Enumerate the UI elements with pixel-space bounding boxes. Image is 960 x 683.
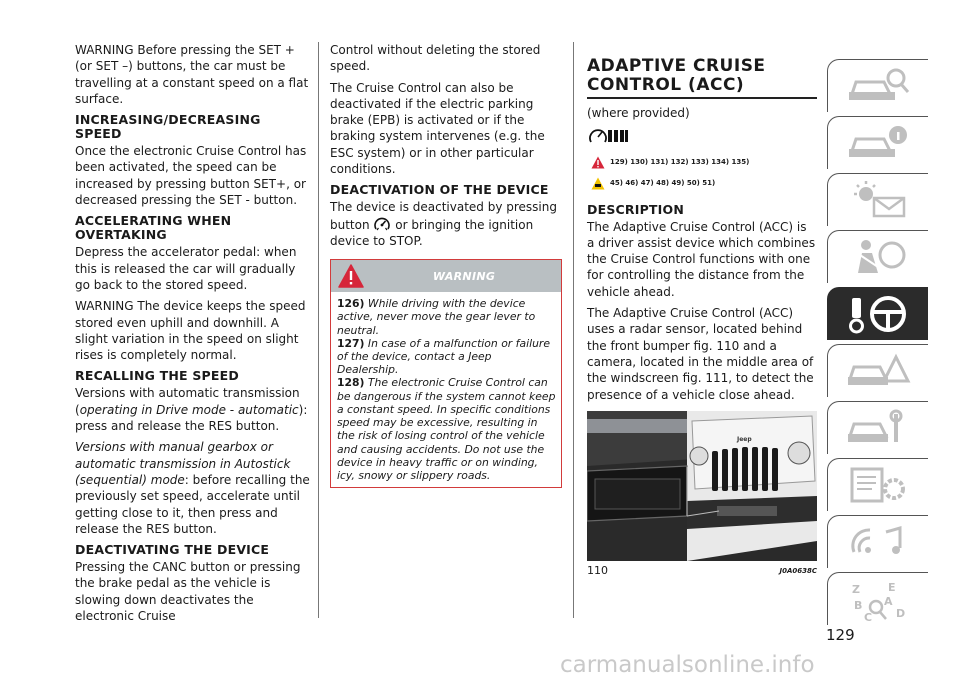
paragraph-continued: Control without deleting the stored speed. xyxy=(330,43,541,74)
heading-accelerating: ACCELERATING WHEN OVERTAKING xyxy=(75,213,232,243)
text-part: The device is deactivated by pressing button xyxy=(330,200,557,232)
paragraph-epb: The Cruise Control can also be deactivated if the electric parking brake (EPB) is activated or if the braking system intervenes (e.g. the ESC system) or in other particular conditions. xyxy=(330,80,545,177)
tab-safety[interactable] xyxy=(827,230,928,283)
index-alphabet-search-icon xyxy=(844,579,914,623)
where-provided: (where provided) xyxy=(587,106,690,120)
svg-text:E: E xyxy=(888,581,896,594)
car-tools-icon xyxy=(844,408,914,448)
key-steering-wheel-icon xyxy=(844,294,914,336)
heading-description: DESCRIPTION xyxy=(587,201,684,217)
caution-triangle-icon xyxy=(591,177,605,190)
column-3 xyxy=(587,42,817,579)
paragraph-description-1: The Adaptive Cruise Control (ACC) is a driver assist device which combines the Cruise Control functions with one for controlling the distance from the vehicle ahead. xyxy=(587,219,816,299)
jeep-front-bumper-image xyxy=(587,411,817,561)
adaptive-cruise-control-icon xyxy=(589,126,629,146)
tab-servicing-and-care[interactable] xyxy=(827,401,928,454)
warning-reference-numbers: 129) 130) 131) 132) 133) 134) 135) xyxy=(610,158,750,167)
column-1 xyxy=(75,42,311,629)
page-number: 129 xyxy=(826,626,855,644)
warning-item-text: The electronic Cruise Control can be dangerous if the system cannot keep a constant speed. In specific conditions speed may be excessive, resulting in the risk of losing control of the vehicle and causing accidents. Do not use the device in heavy traffic or on winding, icy, snowy or slippery roads. xyxy=(337,376,556,482)
warning-box xyxy=(330,259,562,488)
watermark: carmanualsonline.info xyxy=(560,652,815,678)
caution-reference-numbers: 45) 46) 47) 48) 49) 50) 51) xyxy=(610,179,716,188)
chapter-sidebar xyxy=(827,59,928,629)
warning-item-text: In case of a malfunction or failure of the device, contact a Jeep Dealership. xyxy=(337,336,551,377)
service-gear-icon xyxy=(844,465,914,505)
figure-110-photo xyxy=(587,411,817,561)
multimedia-icon xyxy=(844,522,914,562)
caution-references xyxy=(591,175,817,193)
heading-deactivating: DEACTIVATING THE DEVICE xyxy=(75,542,270,558)
figure-number: 110 xyxy=(587,563,608,577)
grille-brand: Jeep xyxy=(737,435,752,443)
tab-technical-data[interactable] xyxy=(827,458,928,511)
column-divider xyxy=(573,42,574,618)
heading-increasing-decreasing: INCREASING/DECREASING SPEED xyxy=(75,112,261,142)
warning-item-number: 128) xyxy=(337,376,365,390)
text-part: ): press and release the RES button. xyxy=(75,402,308,434)
warning-body xyxy=(331,292,561,487)
text-part: Versions with automatic transmission ( xyxy=(75,386,300,417)
column-divider xyxy=(318,42,319,618)
tab-index[interactable] xyxy=(827,572,928,625)
heading-deactivation: DEACTIVATION OF THE DEVICE xyxy=(330,182,549,198)
warning-item xyxy=(337,376,556,482)
paragraph-accelerate: Depress the accelerator pedal: when this is released the car will gradually go back to the stored speed. xyxy=(75,245,297,292)
paragraph-recall-auto xyxy=(75,385,311,434)
warning-item xyxy=(337,297,556,337)
text-part: or bringing the ignition device to STOP. xyxy=(330,217,534,248)
warning-title: WARNING xyxy=(432,270,496,284)
paragraph-recall-manual xyxy=(75,439,311,537)
figure-caption xyxy=(587,563,817,579)
section-title: ADAPTIVE CRUISE CONTROL (ACC) xyxy=(587,57,817,99)
paragraph-deactivate: Pressing the CANC button or pressing the brake pedal as the vehicle is slowing down deactivates the electronic Cruise xyxy=(75,560,301,624)
column-2 xyxy=(330,42,562,488)
warning-item-number: 126) xyxy=(337,297,365,311)
svg-text:C: C xyxy=(864,611,873,623)
car-info-search-icon xyxy=(844,66,914,106)
tab-multimedia[interactable] xyxy=(827,515,928,568)
car-crash-warning-icon xyxy=(844,351,914,391)
warning-item xyxy=(337,337,556,377)
heading-recalling: RECALLING THE SPEED xyxy=(75,368,239,384)
warning-triangle-icon xyxy=(591,156,605,169)
svg-text:B: B xyxy=(854,599,863,612)
warning-paragraph: WARNING Before pressing the SET + (or SET –) buttons, the car must be travelling at a constant speed on a flat surface. xyxy=(75,43,309,106)
warning-item-number: 127) xyxy=(337,336,365,350)
warning-header xyxy=(331,260,561,292)
tab-instrument-panel[interactable] xyxy=(827,116,928,169)
text-part: : before recalling the previously set speed, accelerate until getting close to it, then press and release the RES button. xyxy=(75,472,310,536)
svg-text:D: D xyxy=(896,607,906,620)
text-italic: operating in Drive mode - automatic xyxy=(79,402,299,417)
figure-code: J0A0638C xyxy=(779,566,817,575)
tab-getting-to-know-car[interactable] xyxy=(827,59,928,112)
tab-in-an-emergency[interactable] xyxy=(827,344,928,397)
svg-text:Z: Z xyxy=(852,583,860,596)
text-italic: Versions with manual gearbox or automatic transmission in Autostick (sequential) mode xyxy=(75,440,291,487)
svg-text:A: A xyxy=(884,595,893,608)
car-info-icon xyxy=(844,123,914,163)
airbag-seatbelt-icon xyxy=(844,237,914,277)
cruise-control-icon xyxy=(373,216,391,232)
tab-starting-and-driving[interactable] xyxy=(827,287,928,340)
paragraph-deactivation xyxy=(330,199,562,249)
tab-warning-lights[interactable] xyxy=(827,173,928,226)
paragraph-description-2: The Adaptive Cruise Control (ACC) uses a radar sensor, located behind the front bumper fig. 110 and a camera, located in the middle area of the windscreen fig. 111, to detect the presence of a vehicle close ahead. xyxy=(587,306,814,402)
warning-lights-mail-icon xyxy=(844,180,914,220)
warning-references xyxy=(591,154,817,172)
warning-item-text: While driving with the device active, never move the gear lever to neutral. xyxy=(337,297,536,337)
paragraph-warning-uphill: WARNING The device keeps the speed stored even uphill and downhill. A slight variation in the speed on slight rises is completely normal. xyxy=(75,299,306,363)
paragraph-increase: Once the electronic Cruise Control has been activated, the speed can be increased by pressing button SET+, or decreased pressing the SET - button. xyxy=(75,144,307,208)
